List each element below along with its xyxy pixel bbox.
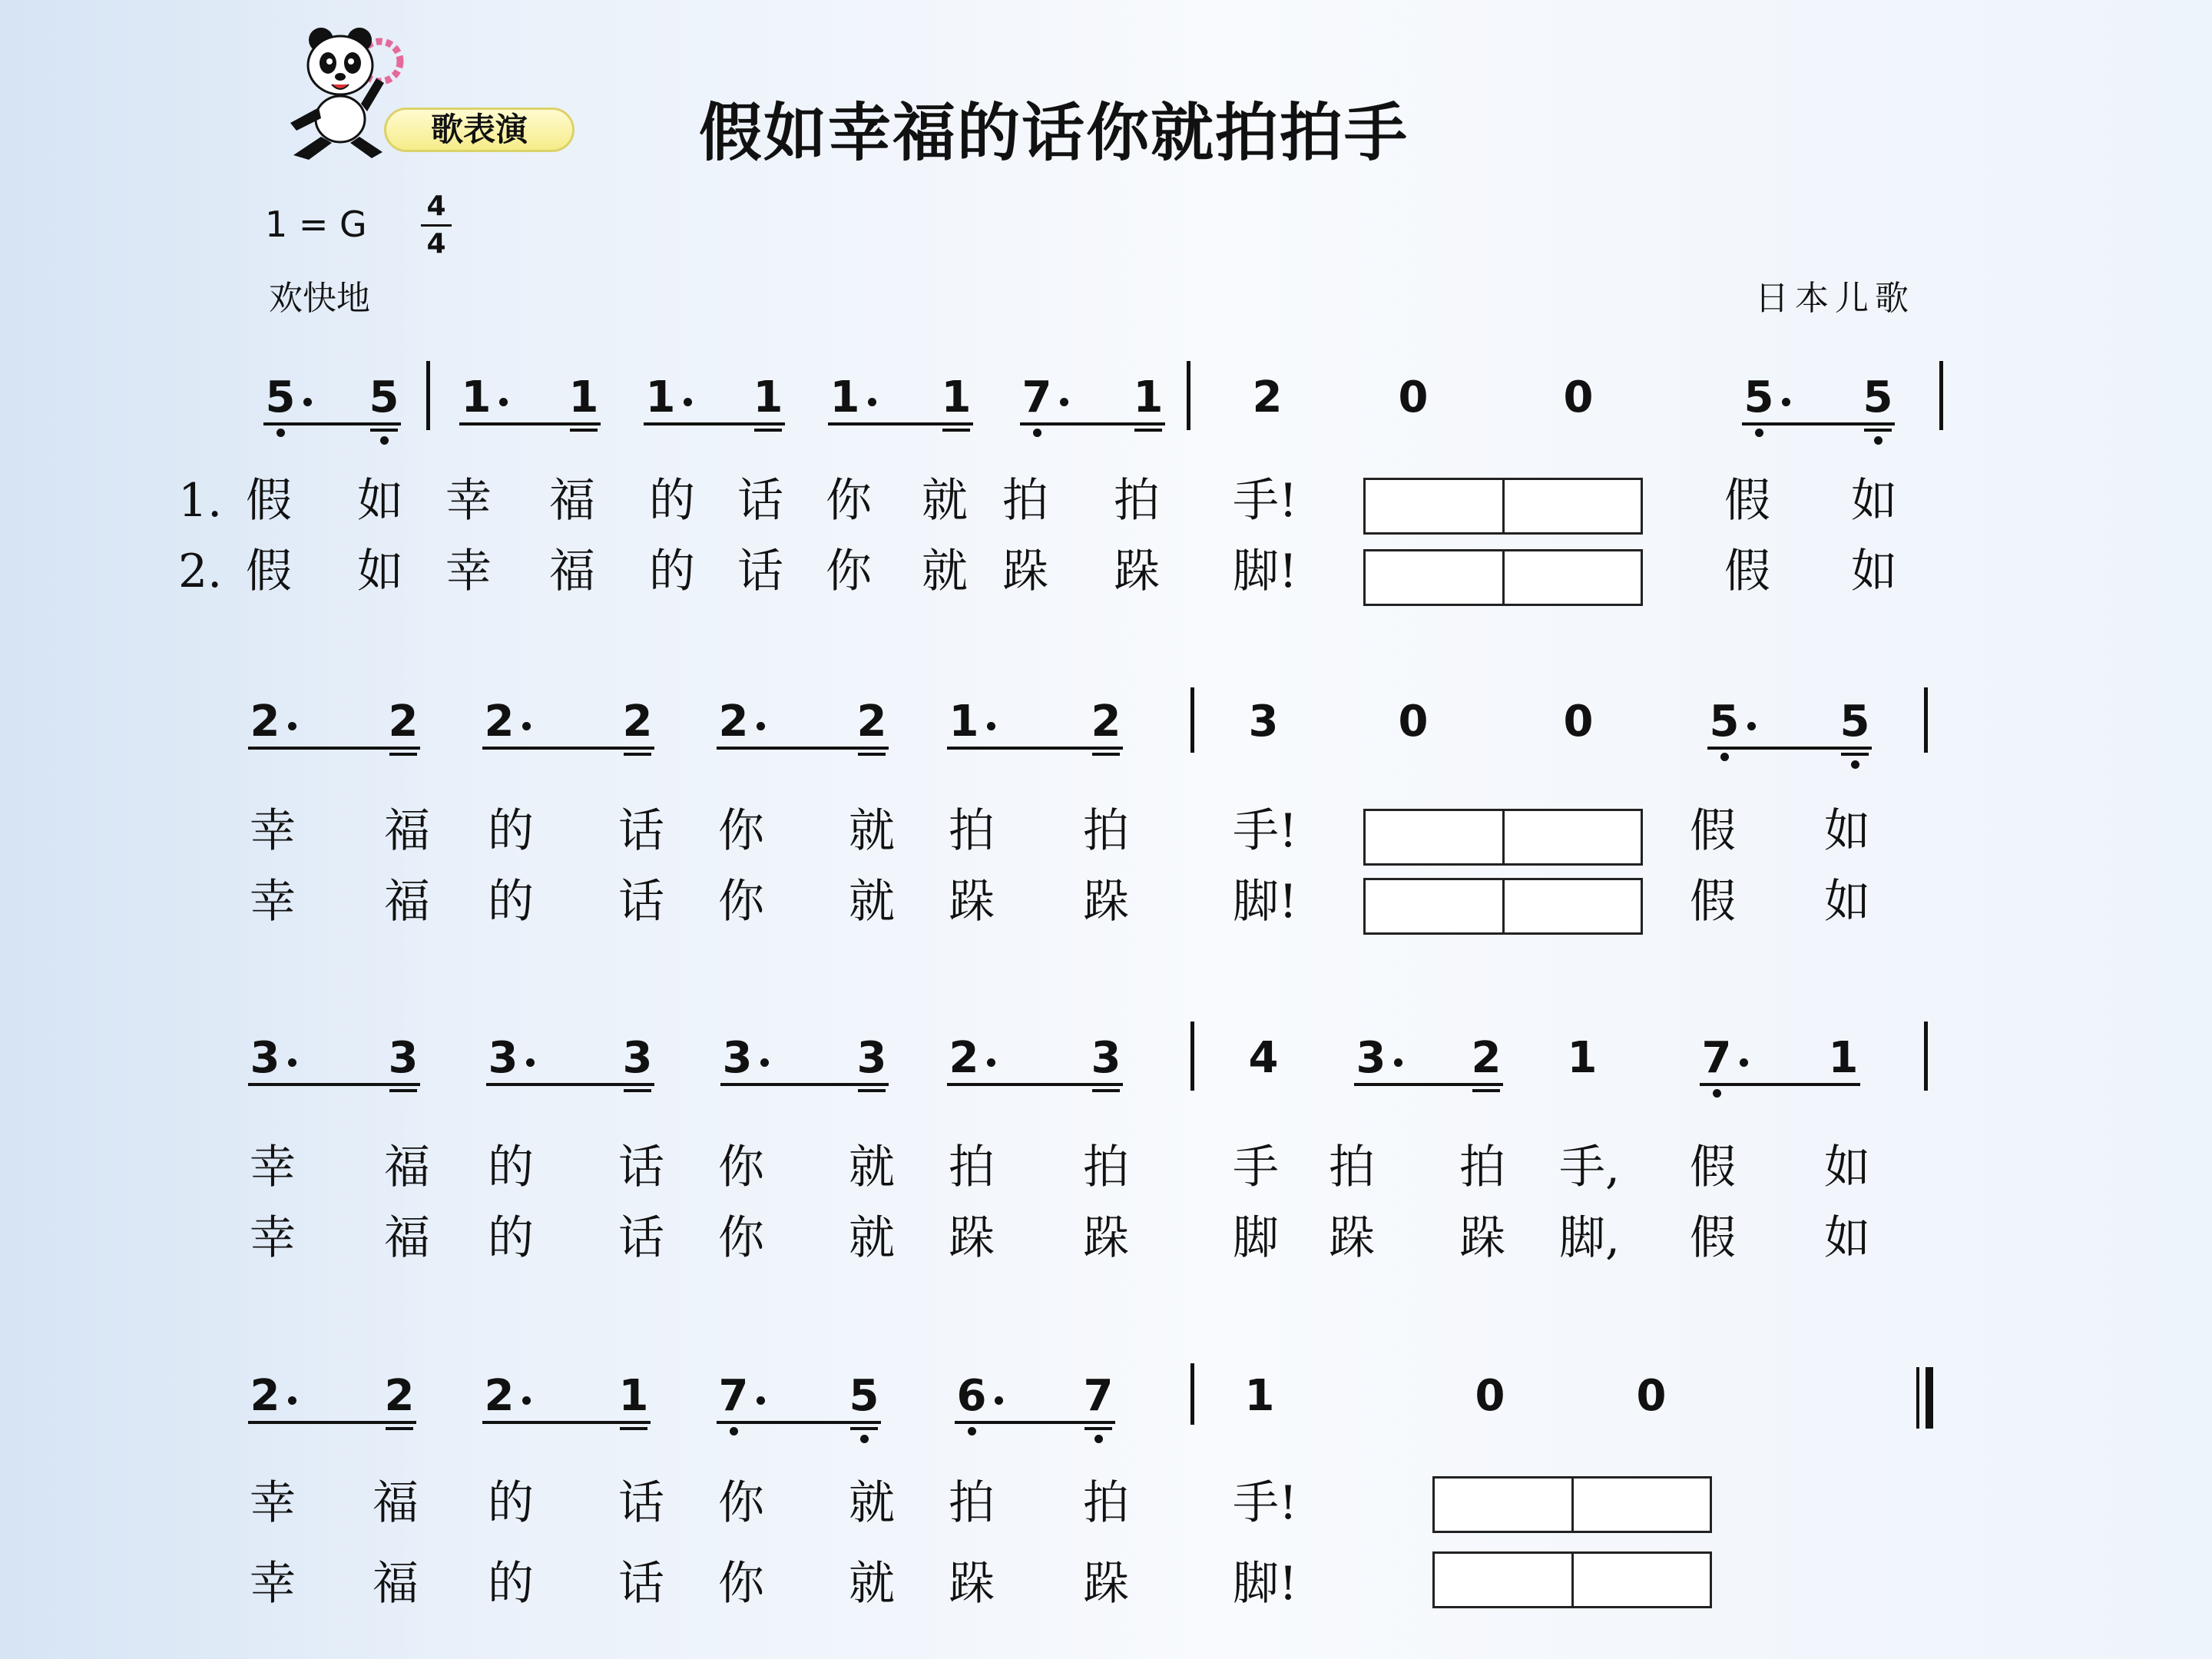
lyric-syllable: 幸	[445, 545, 492, 598]
lyric-syllable: 如	[1824, 1141, 1870, 1194]
sixteenth-underline	[1841, 753, 1869, 756]
action-box-divider	[1571, 1479, 1574, 1531]
lyric-syllable: 拍	[1002, 474, 1048, 528]
sixteenth-underline	[858, 753, 886, 756]
eighth-underline	[828, 422, 973, 426]
lyric-syllable: 话	[618, 1211, 664, 1265]
time-signature-bar	[421, 224, 452, 227]
composer-credit: 日本儿歌	[1755, 279, 1915, 318]
lyric-syllable: 如	[1851, 474, 1897, 528]
note: 5	[849, 1371, 879, 1421]
lyric-syllable: 手!	[1233, 1476, 1298, 1530]
lyric-syllable: 跺	[1002, 545, 1048, 598]
lyric-syllable: 幸	[250, 1557, 296, 1611]
lyric-syllable: 假	[1724, 545, 1770, 598]
sixteenth-underline	[389, 1089, 417, 1092]
lyric-syllable: 假	[1724, 474, 1770, 528]
augmentation-dot	[760, 1058, 769, 1067]
lyric-syllable: 就	[849, 1211, 895, 1265]
augmentation-dot	[684, 398, 692, 406]
octave-dot-low	[276, 429, 285, 437]
octave-dot-low	[1720, 753, 1729, 761]
lyric-syllable: 拍	[1329, 1141, 1375, 1194]
sixteenth-underline	[1472, 1089, 1500, 1092]
action-box-divider	[1571, 1554, 1574, 1606]
lyric-syllable: 你	[718, 875, 764, 929]
note: 0	[1475, 1371, 1505, 1421]
eighth-underline	[248, 747, 420, 750]
octave-dot-low	[730, 1427, 738, 1435]
augmentation-dot	[288, 1058, 296, 1067]
note: 1	[1567, 1033, 1598, 1083]
note: 5	[1839, 697, 1870, 747]
octave-dot-low	[1094, 1435, 1103, 1443]
time-signature	[421, 190, 452, 260]
note: 2	[250, 697, 280, 747]
barline	[1939, 361, 1943, 430]
octave-dot-low	[1874, 436, 1883, 445]
lyric-syllable: 手,	[1559, 1141, 1621, 1194]
lyric-syllable: 的	[488, 804, 534, 858]
octave-dot-low	[1851, 760, 1859, 769]
note: 2	[1091, 697, 1121, 747]
action-box-divider	[1502, 880, 1505, 932]
lyric-syllable: 就	[849, 1476, 895, 1530]
section-badge: 歌表演	[384, 108, 575, 152]
lyric-syllable: 拍	[1083, 804, 1129, 858]
lyric-syllable: 就	[922, 545, 968, 598]
eighth-underline	[482, 747, 654, 750]
lyric-syllable: 如	[357, 474, 403, 528]
note: 2	[1252, 373, 1283, 422]
note: 5	[1863, 373, 1893, 422]
octave-dot-low	[1755, 429, 1763, 437]
eighth-underline	[248, 1421, 416, 1424]
lyric-syllable: 福	[384, 1211, 430, 1265]
sixteenth-underline	[624, 1089, 651, 1092]
lyric-syllable: 跺	[1114, 545, 1160, 598]
sixteenth-underline	[942, 429, 970, 432]
eighth-underline	[482, 1421, 651, 1424]
lyric-syllable: 假	[246, 474, 292, 528]
eighth-underline	[1707, 747, 1872, 750]
lyric-syllable: 脚!	[1233, 875, 1298, 929]
note: 0	[1398, 373, 1429, 422]
lyric-syllable: 的	[488, 1557, 534, 1611]
lyric-syllable: 跺	[949, 875, 995, 929]
eighth-underline	[486, 1083, 654, 1086]
augmentation-dot	[1782, 398, 1790, 406]
lyric-syllable: 拍	[949, 1476, 995, 1530]
lyric-syllable: 跺	[1459, 1211, 1505, 1265]
lyric-syllable: 如	[1824, 875, 1870, 929]
lyric-syllable: 如	[1851, 545, 1897, 598]
lyric-syllable: 如	[1824, 804, 1870, 858]
action-box	[1432, 1551, 1712, 1608]
note: 2	[250, 1371, 280, 1421]
barline	[426, 361, 430, 430]
action-box	[1432, 1476, 1712, 1533]
note: 7	[1022, 373, 1052, 422]
action-box	[1363, 549, 1643, 606]
barline	[1190, 1363, 1194, 1425]
sixteenth-underline	[386, 1427, 413, 1430]
note: 3	[722, 1033, 753, 1083]
lyric-syllable: 假	[1690, 1141, 1736, 1194]
eighth-underline	[1742, 422, 1895, 426]
barline	[1190, 687, 1194, 753]
lyric-syllable: 拍	[949, 1141, 995, 1194]
lyric-syllable: 你	[718, 1557, 764, 1611]
note: 2	[1471, 1033, 1502, 1083]
note: 6	[956, 1371, 987, 1421]
lyric-syllable: 幸	[250, 1141, 296, 1194]
note: 2	[484, 697, 515, 747]
lyric-syllable: 脚	[1233, 1211, 1279, 1265]
note: 2	[949, 1033, 979, 1083]
lyric-syllable: 拍	[1083, 1476, 1129, 1530]
note: 5	[369, 373, 399, 422]
octave-dot-low	[968, 1427, 976, 1435]
note: 7	[1701, 1033, 1732, 1083]
lyric-syllable: 就	[849, 1141, 895, 1194]
eighth-underline	[644, 422, 785, 426]
note: 3	[1248, 697, 1279, 747]
final-barline-thin	[1916, 1367, 1919, 1429]
lyric-syllable: 脚!	[1233, 1557, 1298, 1611]
lyric-syllable: 脚,	[1559, 1211, 1621, 1265]
lyric-syllable: 的	[649, 545, 695, 598]
lyric-syllable: 跺	[1083, 1211, 1129, 1265]
augmentation-dot	[1060, 398, 1068, 406]
note: 3	[250, 1033, 280, 1083]
eighth-underline	[717, 747, 889, 750]
note: 2	[484, 1371, 515, 1421]
lyric-syllable: 就	[849, 875, 895, 929]
lyric-syllable: 福	[384, 875, 430, 929]
augmentation-dot	[526, 1058, 535, 1067]
sixteenth-underline	[1092, 1089, 1120, 1092]
verse-number: 1.	[178, 474, 223, 528]
verse-number: 2.	[178, 545, 223, 598]
augmentation-dot	[499, 398, 508, 406]
augmentation-dot	[1394, 1058, 1402, 1067]
barline	[1190, 1022, 1194, 1091]
lyric-syllable: 幸	[250, 875, 296, 929]
augmentation-dot	[987, 1058, 995, 1067]
sixteenth-underline	[1092, 753, 1120, 756]
lyric-syllable: 福	[373, 1476, 419, 1530]
barline	[1924, 687, 1928, 753]
lyric-syllable: 福	[549, 545, 595, 598]
sixteenth-underline	[624, 753, 651, 756]
note: 0	[1563, 697, 1594, 747]
lyric-syllable: 福	[373, 1557, 419, 1611]
lyric-syllable: 假	[246, 545, 292, 598]
lyric-syllable: 跺	[949, 1557, 995, 1611]
lyric-syllable: 你	[718, 1141, 764, 1194]
lyric-syllable: 话	[737, 474, 783, 528]
note: 3	[622, 1033, 653, 1083]
lyric-syllable: 假	[1690, 875, 1736, 929]
augmentation-dot	[757, 722, 765, 730]
lyric-syllable: 拍	[949, 804, 995, 858]
lyric-syllable: 话	[618, 804, 664, 858]
lyric-syllable: 你	[718, 1476, 764, 1530]
augmentation-dot	[995, 1396, 1003, 1405]
octave-dot-low	[1033, 429, 1041, 437]
lyric-syllable: 假	[1690, 804, 1736, 858]
sixteenth-underline	[1134, 429, 1162, 432]
note: 1	[645, 373, 676, 422]
barline	[1187, 361, 1190, 430]
lyric-syllable: 幸	[445, 474, 492, 528]
lyric-syllable: 如	[1824, 1211, 1870, 1265]
note: 0	[1563, 373, 1594, 422]
note: 2	[856, 697, 887, 747]
lyric-syllable: 话	[618, 1141, 664, 1194]
lyric-syllable: 的	[649, 474, 695, 528]
lyric-syllable: 手!	[1233, 804, 1298, 858]
lyric-syllable: 福	[384, 804, 430, 858]
note: 7	[1083, 1371, 1114, 1421]
note: 5	[265, 373, 296, 422]
lyric-syllable: 拍	[1114, 474, 1160, 528]
eighth-underline	[1354, 1083, 1503, 1086]
lyric-syllable: 拍	[1083, 1141, 1129, 1194]
lyric-syllable: 跺	[1083, 1557, 1129, 1611]
eighth-underline	[955, 1421, 1115, 1424]
augmentation-dot	[868, 398, 876, 406]
eighth-underline	[947, 1083, 1123, 1086]
time-signature-bottom: 4	[426, 228, 446, 260]
note: 1	[941, 373, 972, 422]
sixteenth-underline	[620, 1427, 647, 1430]
key-signature: 1 = G	[265, 204, 367, 245]
note: 3	[488, 1033, 518, 1083]
octave-dot-low	[380, 436, 389, 445]
augmentation-dot	[288, 1396, 296, 1405]
augmentation-dot	[987, 722, 995, 730]
tempo-marking: 欢快地	[269, 279, 370, 318]
lyric-syllable: 就	[922, 474, 968, 528]
note: 2	[388, 697, 419, 747]
lyric-syllable: 你	[826, 474, 872, 528]
barline	[1924, 1022, 1928, 1091]
lyric-syllable: 你	[826, 545, 872, 598]
note: 1	[1828, 1033, 1859, 1083]
lyric-syllable: 幸	[250, 1211, 296, 1265]
lyric-syllable: 跺	[1083, 875, 1129, 929]
lyric-syllable: 话	[618, 1476, 664, 1530]
lyric-syllable: 话	[618, 1557, 664, 1611]
note: 0	[1636, 1371, 1667, 1421]
note: 1	[830, 373, 860, 422]
augmentation-dot	[522, 722, 531, 730]
sixteenth-underline	[1864, 429, 1892, 432]
augmentation-dot	[1740, 1058, 1748, 1067]
lyric-syllable: 假	[1690, 1211, 1736, 1265]
augmentation-dot	[522, 1396, 531, 1405]
action-box	[1363, 878, 1643, 935]
song-title: 假如幸福的话你就拍拍手	[699, 97, 1409, 170]
action-box-divider	[1502, 480, 1505, 532]
augmentation-dot	[1747, 722, 1756, 730]
lyric-syllable: 的	[488, 1141, 534, 1194]
lyric-syllable: 脚!	[1233, 545, 1298, 598]
eighth-underline	[1700, 1083, 1860, 1086]
lyric-syllable: 的	[488, 875, 534, 929]
note: 2	[718, 697, 749, 747]
lyric-syllable: 你	[718, 804, 764, 858]
sixteenth-underline	[370, 429, 398, 432]
action-box	[1363, 809, 1643, 866]
sixteenth-underline	[754, 429, 782, 432]
note: 5	[1743, 373, 1774, 422]
note: 4	[1248, 1033, 1279, 1083]
note: 2	[622, 697, 653, 747]
lyric-syllable: 如	[357, 545, 403, 598]
note: 1	[568, 373, 599, 422]
augmentation-dot	[303, 398, 312, 406]
note: 2	[384, 1371, 415, 1421]
eighth-underline	[720, 1083, 889, 1086]
eighth-underline	[459, 422, 601, 426]
note: 7	[718, 1371, 749, 1421]
lyric-syllable: 手	[1233, 1141, 1279, 1194]
lyric-syllable: 的	[488, 1476, 534, 1530]
lyric-syllable: 话	[618, 875, 664, 929]
note: 3	[1091, 1033, 1121, 1083]
lyric-syllable: 福	[384, 1141, 430, 1194]
eighth-underline	[1020, 422, 1165, 426]
augmentation-dot	[288, 722, 296, 730]
lyric-syllable: 手!	[1233, 474, 1298, 528]
sixteenth-underline	[570, 429, 598, 432]
lyric-syllable: 跺	[949, 1211, 995, 1265]
lyric-syllable: 你	[718, 1211, 764, 1265]
note: 3	[856, 1033, 887, 1083]
note: 1	[618, 1371, 649, 1421]
lyric-syllable: 跺	[1329, 1211, 1375, 1265]
note: 3	[1356, 1033, 1386, 1083]
sixteenth-underline	[858, 1089, 886, 1092]
lyric-syllable: 就	[849, 804, 895, 858]
octave-dot-low	[1713, 1089, 1721, 1098]
lyric-syllable: 幸	[250, 1476, 296, 1530]
eighth-underline	[248, 1083, 420, 1086]
time-signature-top: 4	[426, 190, 446, 222]
sixteenth-underline	[850, 1427, 878, 1430]
note: 1	[753, 373, 783, 422]
lyric-syllable: 幸	[250, 804, 296, 858]
sixteenth-underline	[389, 753, 417, 756]
lyric-syllable: 话	[737, 545, 783, 598]
final-barline-thick	[1926, 1367, 1933, 1429]
note: 1	[461, 373, 492, 422]
action-box-divider	[1502, 551, 1505, 604]
lyric-syllable: 拍	[1459, 1141, 1505, 1194]
note: 1	[1244, 1371, 1275, 1421]
sixteenth-underline	[1084, 1427, 1112, 1430]
augmentation-dot	[757, 1396, 765, 1405]
note: 3	[388, 1033, 419, 1083]
eighth-underline	[947, 747, 1123, 750]
action-box-divider	[1502, 811, 1505, 863]
note: 1	[949, 697, 979, 747]
action-box	[1363, 478, 1643, 535]
lyric-syllable: 的	[488, 1211, 534, 1265]
eighth-underline	[263, 422, 401, 426]
note: 1	[1133, 373, 1164, 422]
note: 0	[1398, 697, 1429, 747]
octave-dot-low	[860, 1435, 869, 1443]
lyric-syllable: 福	[549, 474, 595, 528]
eighth-underline	[717, 1421, 881, 1424]
lyric-syllable: 就	[849, 1557, 895, 1611]
note: 5	[1709, 697, 1740, 747]
